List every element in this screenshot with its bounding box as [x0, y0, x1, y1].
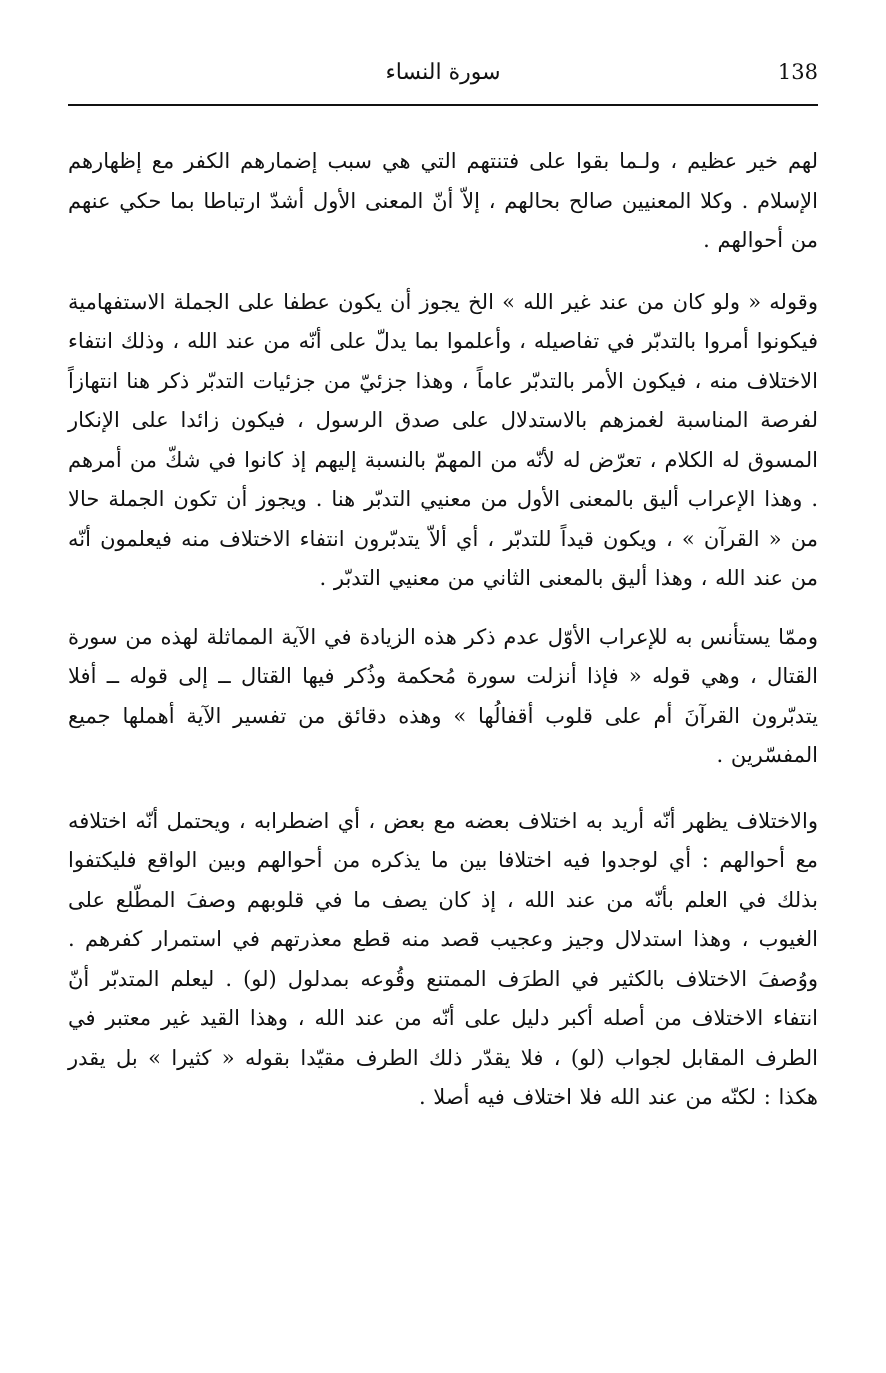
paragraph-2: وقوله « ولو كان من عند غير الله » الخ يجوز أن يكون عطفا على الجملة الاستفهامية فيكونوا أمروا بالتدبّر في تفاصيله ، وأعلموا بما يدلّ على أنّه من عند الله ، وذلك انتفاء الاختلاف منه ، فيكون الأمر بالتدبّر عاماً ، وهذا جزئيّ من جزئيات التدبّر ذكر هنا انتهازاً لفرصة المناسبة لغمزهم بالاستدلال على صدق الرسول ، فيكون زائدا على الإنكار المسوق له الكلام ، تعرّض له لأنّه من المهمّ بالنسبة إليهم إذ كانوا في شكّ من أمرهم . وهذا الإعراب أليق بالمعنى الأول من معنيي التدبّر هنا . ويجوز أن تكون الجملة حالا من « القرآن » ، ويكون قيداً للتدبّر ، أي ألاّ يتدبّرون انتفاء الاختلاف منه فيعلمون أنّه من عند الله ، وهذا أليق بالمعنى الثاني من معنيي التدبّر . [68, 289, 818, 590]
page-body [68, 142, 818, 1118]
paragraph-4: والاختلاف يظهر أنّه أريد به اختلاف بعضه مع بعض ، أي اضطرابه ، ويحتمل أنّه اختلافه مع أحوالهم : أي لوجدوا فيه اختلافا بين ما يذكره من أحوالهم وبين الواقع فليكتفوا بذلك في العلم بأنّه من عند الله ، إذ كان يصف ما في قلوبهم وصفَ المطّلع على الغيوب ، وهذا استدلال وجيز وعجيب قصد منه قطع معذرتهم في استمرار كفرهم . ووُصفَ الاختلاف بالكثير في الطرَف الممتنع وقُوعه بمدلول (لو) . ليعلم المتدبّر أنّ انتفاء الاختلاف من أصله أكبر دليل على أنّه من عند الله ، وهذا القيد غير معتبر في الطرف المقابل لجواب (لو) ، فلا يقدّر ذلك الطرف مقيّدا بقوله « كثيرا » بل يقدر هكذا : لكنّه من عند الله فلا اختلاف فيه أصلا . [68, 808, 818, 1109]
page-number: 138 [777, 60, 818, 84]
paragraph-3: وممّا يستأنس به للإعراب الأوّل عدم ذكر هذه الزيادة في الآية المماثلة لهذه من سورة القتال ، وهي قوله « فإذا أنزلت سورة مُحكمة وذُكر فيها القتال ــ إلى قوله ــ أفلا يتدبّرون القرآنَ أم على قلوب أقفالُها » وهذه دقائق من تفسير الآية أهملها جميع المفسّرين . [68, 624, 818, 767]
paragraph-1: لهم خير عظيم ، ولـما بقوا على فتنتهم التي هي سبب إضمارهم الكفر مع إظهارهم الإسلام . وكلا المعنيين صالح بحالهم ، إلاّ أنّ المعنى الأول أشدّ ارتباطا بما حكي عنهم من أحوالهم . [68, 149, 818, 252]
running-title: سورة النساء [385, 60, 501, 85]
page-header [68, 58, 818, 104]
header-divider [68, 104, 818, 106]
